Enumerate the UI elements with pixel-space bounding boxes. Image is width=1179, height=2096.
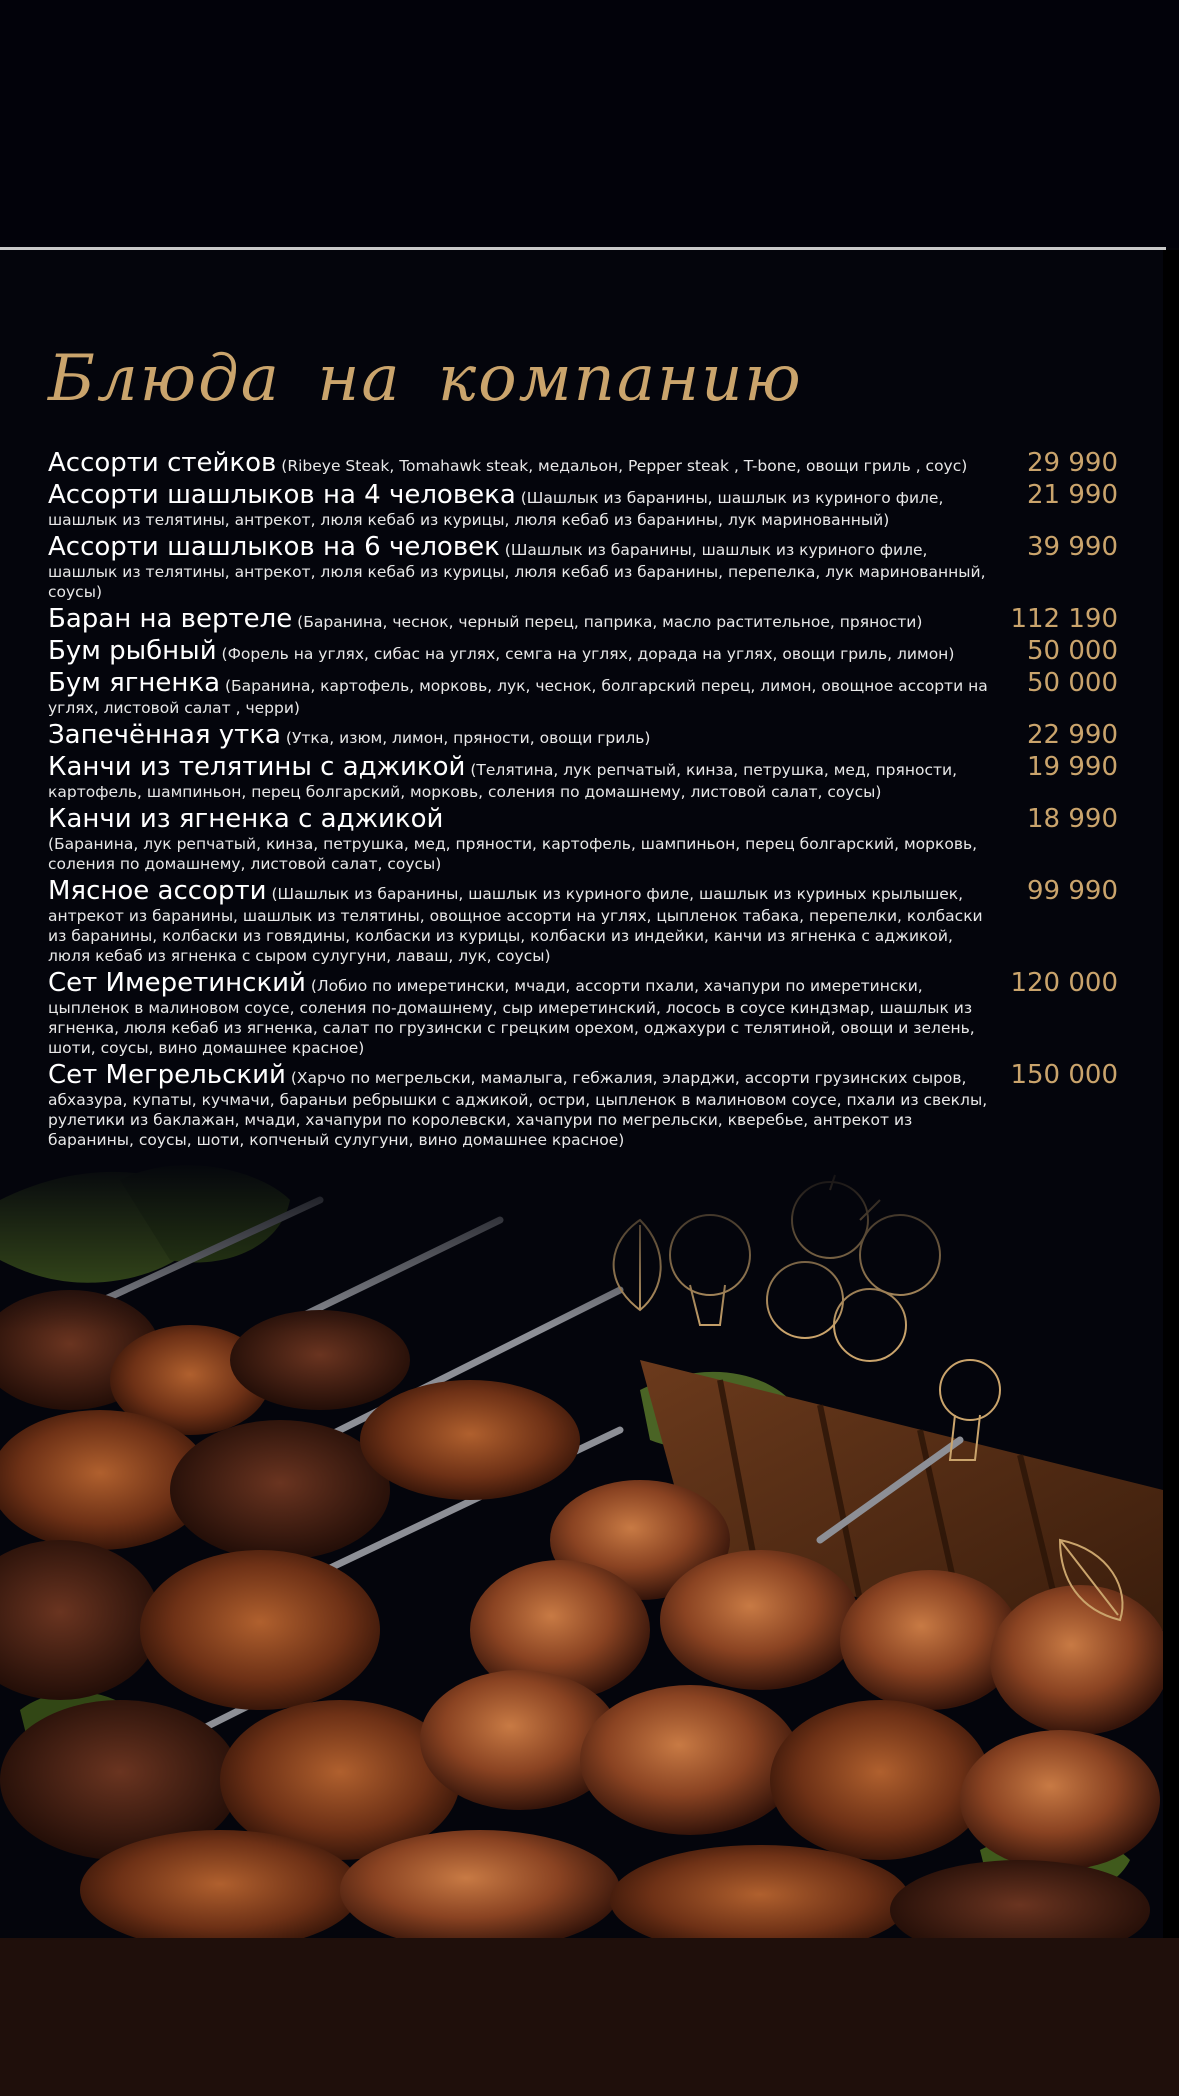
menu-item-price: 22 990 xyxy=(1027,720,1118,750)
menu-item-name: Баран на вертеле xyxy=(48,604,293,634)
top-band xyxy=(0,0,1179,248)
menu-item-name: Запечённая утка xyxy=(48,720,281,750)
menu-item-price: 50 000 xyxy=(1027,636,1118,666)
menu-item-description: (Утка, изюм, лимон, пряности, овощи гриль) xyxy=(280,729,651,747)
menu-item-text xyxy=(48,1060,998,1150)
menu-item xyxy=(48,480,1118,530)
menu-item-text xyxy=(48,448,998,478)
menu-item-description: (Шашлык из баранины, шашлык из куриного филе, шашлык из телятины, антрекот, люля кебаб из курицы, люля кебаб из баранины, перепелка, лук маринованный, соусы) xyxy=(48,541,986,601)
menu-item xyxy=(48,752,1118,802)
menu-items-list xyxy=(48,448,1118,1150)
food-photo xyxy=(0,1160,1163,1940)
menu-item-price: 50 000 xyxy=(1027,668,1118,698)
menu-item-price: 21 990 xyxy=(1027,480,1118,510)
menu-item-name: Бум рыбный xyxy=(48,636,217,666)
menu-item-text xyxy=(48,804,998,874)
menu-item-price: 39 990 xyxy=(1027,532,1118,562)
menu-item-text xyxy=(48,636,998,666)
bottom-band xyxy=(0,1938,1179,2096)
menu-item-name: Ассорти стейков xyxy=(48,448,277,478)
menu-item xyxy=(48,604,1118,634)
menu-item-description: (Ribeye Steak, Tomahawk steak, медальон, Pepper steak , T-bone, овощи гриль , соус) xyxy=(276,457,968,475)
menu-item xyxy=(48,448,1118,478)
menu-item-description: (Баранина, чеснок, черный перец, паприка, масло растительное, пряности) xyxy=(292,613,923,631)
menu-item-price: 112 190 xyxy=(1010,604,1118,634)
menu-item-description: (Лобио по имеретински, мчади, ассорти пхали, хачапури по имеретински, цыпленок в малиновом соусе, соления по-домашнему, сыр имеретинский, лосось в соусе киндзмар, шашлык из ягненка, люля кебаб из ягненка, салат по грузински с грецким орехом, оджахури с телятиной, овощи и зелень, шоти, соусы, вино домашнее красное) xyxy=(48,977,975,1057)
menu-item xyxy=(48,876,1118,966)
menu-item-description: (Баранина, картофель, морковь, лук, чеснок, болгарский перец, лимон, овощное ассорти на углях, листовой салат , черри) xyxy=(48,677,988,717)
menu-item-name: Канчи из ягненка с аджикой xyxy=(48,804,444,834)
menu-title: Блюда на компанию xyxy=(48,342,803,416)
menu-item-description: (Форель на углях, сибас на углях, семга на углях, дорада на углях, овощи гриль, лимон) xyxy=(216,645,955,663)
menu-item-text xyxy=(48,720,998,750)
menu-item-description: (Шашлык из баранины, шашлык из куриного филе, шашлык из телятины, антрекот, люля кебаб из курицы, люля кебаб из баранины, лук маринованный) xyxy=(48,489,944,529)
menu-item-name: Ассорти шашлыков на 4 человека xyxy=(48,480,516,510)
menu-item-description: (Телятина, лук репчатый, кинза, петрушка, мед, пряности, картофель, шампиньон, перец болгарский, морковь, соления по домашнему, листовой салат, соусы) xyxy=(48,761,958,801)
menu-item xyxy=(48,668,1118,718)
menu-item-name: Бум ягненка xyxy=(48,668,221,698)
menu-item-text xyxy=(48,752,998,802)
menu-item xyxy=(48,636,1118,666)
menu-item-text xyxy=(48,668,998,718)
menu-item-name: Мясное ассорти xyxy=(48,876,267,906)
menu-item-description: (Харчо по мегрельски, мамалыга, гебжалия, эларджи, ассорти грузинских сыров, абхазура, купаты, кучмачи, бараньи ребрышки с аджикой, остри, цыпленок в малиновом соусе, пхали из свеклы, рулетики из баклажан, мчади, хачапури по королевски, хачапури по мегрельски, кверебье, антрекот из баранины, соусы, шоти, копченый сулугуни, вино домашнее красное) xyxy=(48,1069,988,1149)
menu-item xyxy=(48,968,1118,1058)
menu-item-price: 150 000 xyxy=(1010,1060,1118,1090)
menu-item-description: (Баранина, лук репчатый, кинза, петрушка, мед, пряности, картофель, шампиньон, перец болгарский, морковь, соления по домашнему, листовой салат, соусы) xyxy=(48,835,978,873)
right-edge-strip xyxy=(1163,250,1179,1940)
menu-item-description: (Шашлык из баранины, шашлык из куриного филе, шашлык из куриных крылышек, антрекот из баранины, шашлык из телятины, овощное ассорти на углях, цыпленок табака, перепелки, колбаски из баранины, колбаски из говядины, колбаски из курицы, колбаски из индейки, канчи из ягненка с аджикой, люля кебаб из ягненка с сыром сулугуни, лаваш, лук, соусы) xyxy=(48,885,983,965)
menu-item-price: 19 990 xyxy=(1027,752,1118,782)
menu-item xyxy=(48,804,1118,874)
menu-item-price: 99 990 xyxy=(1027,876,1118,906)
menu-item-text xyxy=(48,968,998,1058)
menu-item-price: 120 000 xyxy=(1010,968,1118,998)
menu-item-text xyxy=(48,532,998,602)
menu-item xyxy=(48,1060,1118,1150)
menu-item xyxy=(48,532,1118,602)
menu-item-name: Сет Имеретинский xyxy=(48,968,306,998)
menu-item-text xyxy=(48,876,998,966)
menu-item-text xyxy=(48,480,998,530)
menu-item-price: 18 990 xyxy=(1027,804,1118,834)
menu-item-name: Ассорти шашлыков на 6 человек xyxy=(48,532,500,562)
menu-item-name: Канчи из телятины с аджикой xyxy=(48,752,466,782)
menu-item-name: Сет Мегрельский xyxy=(48,1060,286,1090)
menu-item-text xyxy=(48,604,998,634)
menu-item-price: 29 990 xyxy=(1027,448,1118,478)
menu-item xyxy=(48,720,1118,750)
